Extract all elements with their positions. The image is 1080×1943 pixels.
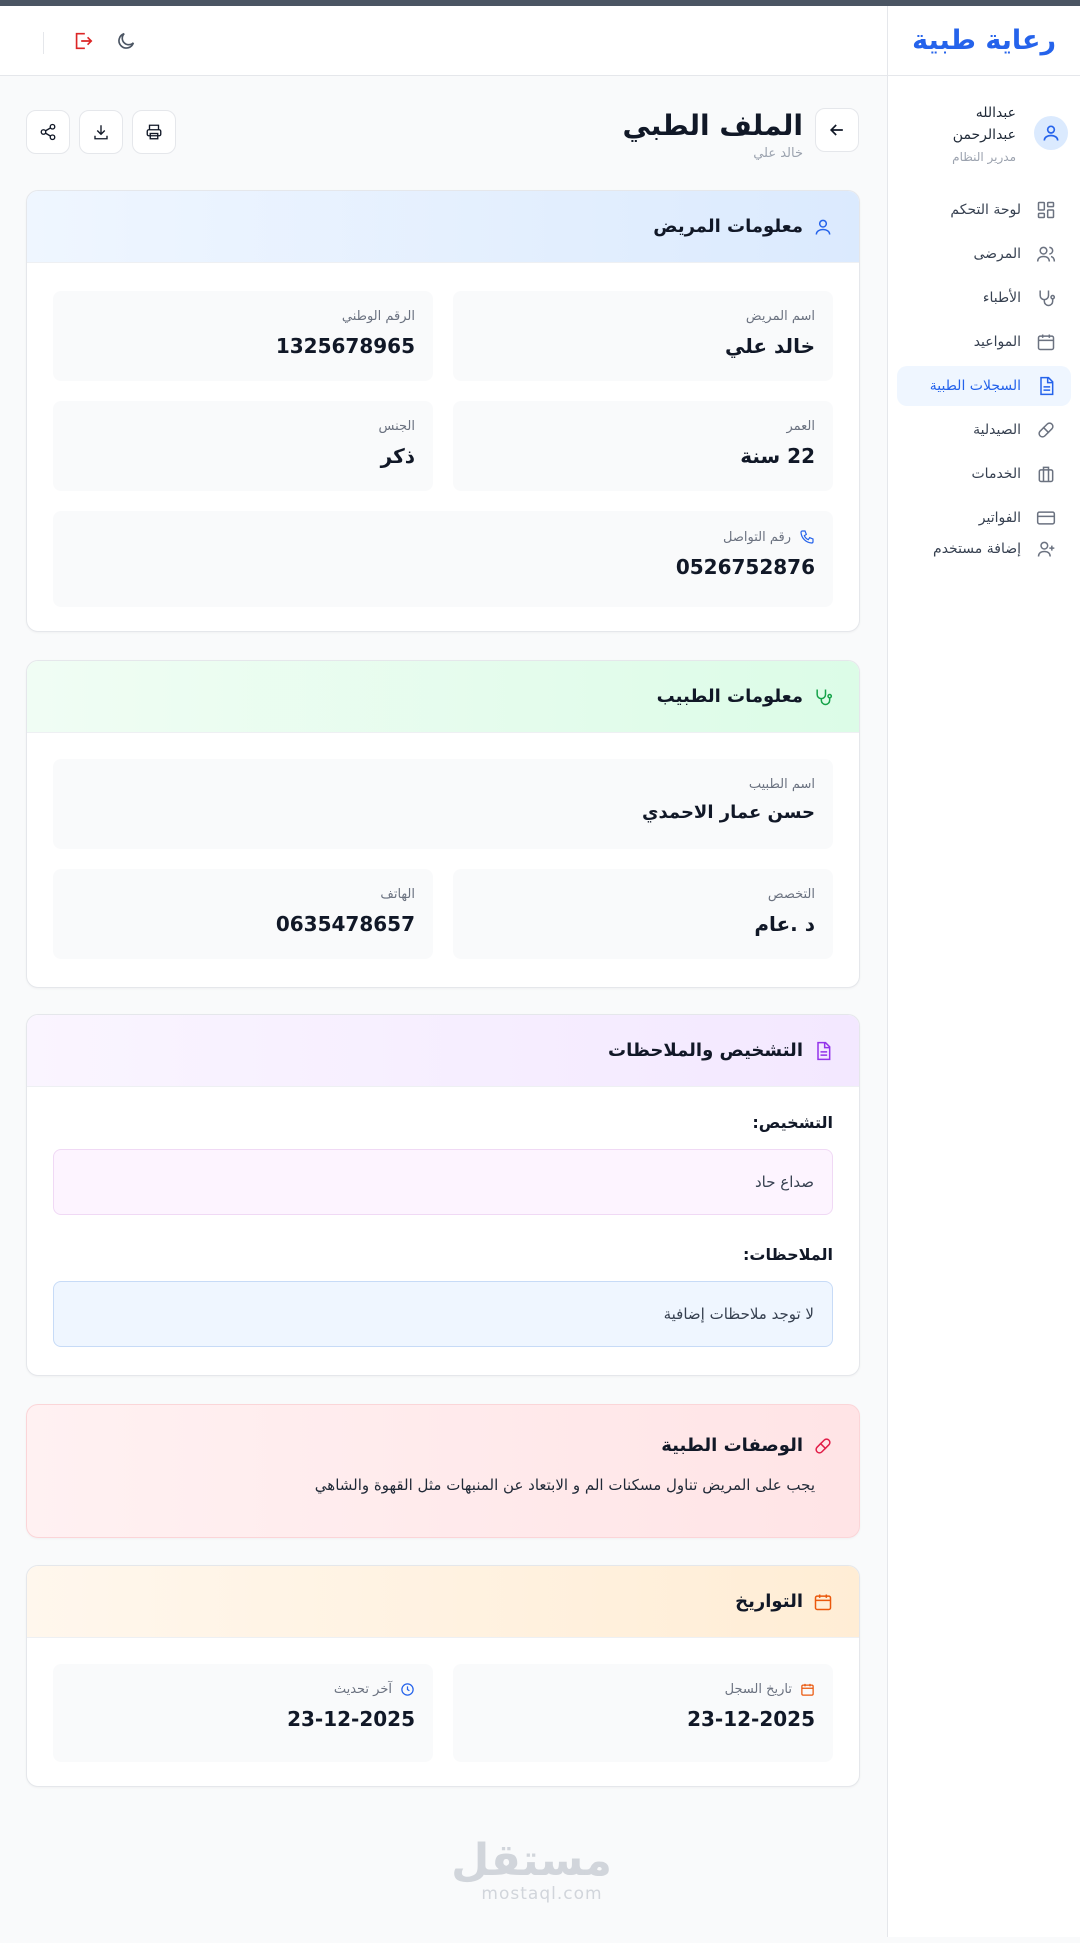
users-icon xyxy=(1035,243,1057,265)
diagnosis-card xyxy=(26,1014,860,1376)
credit-card-icon xyxy=(1035,507,1057,529)
specialty-value: د .عام xyxy=(754,912,815,936)
dates-card xyxy=(26,1565,860,1787)
brand-logo[interactable]: رعاية طبية xyxy=(888,6,1080,76)
grid-icon xyxy=(1035,199,1057,221)
card-title: التواريخ xyxy=(735,1591,803,1612)
share-button[interactable] xyxy=(26,110,70,154)
clock-icon xyxy=(400,1682,415,1697)
card-title: معلومات الطبيب xyxy=(656,686,803,707)
sidebar-item-pharmacy[interactable] xyxy=(897,410,1071,450)
field-label: تاريخ السجل xyxy=(724,1682,792,1697)
field-label: الهاتف xyxy=(380,887,415,902)
briefcase-icon xyxy=(1035,463,1057,485)
sidebar-item-label: المرضى xyxy=(973,246,1021,262)
calendar-icon xyxy=(813,1592,833,1612)
user-avatar-icon xyxy=(1034,116,1068,150)
doctor-info-card xyxy=(26,660,860,988)
diagnosis-value: صداع حاد xyxy=(53,1149,833,1215)
logout-button[interactable] xyxy=(70,28,96,54)
watermark-site: mostaql.com xyxy=(481,1884,603,1904)
header-divider xyxy=(43,32,44,54)
prescription-text: يجب على المريض تناول مسكنات الم و الابتعاد عن المنبهات مثل القهوة والشاهي xyxy=(314,1476,815,1494)
calendar-icon xyxy=(800,1682,815,1697)
contact-phone-value: 0526752876 xyxy=(675,555,815,579)
watermark-logo: مستقل xyxy=(451,1835,612,1886)
doctor-phone-field xyxy=(53,869,433,959)
top-header xyxy=(0,6,887,76)
sidebar-item-label: الصيدلية xyxy=(973,422,1021,438)
user-profile[interactable] xyxy=(888,76,1080,190)
sidebar-item-label: لوحة التحكم xyxy=(950,202,1021,218)
field-label: آخر تحديث xyxy=(333,1682,392,1697)
prescriptions-card xyxy=(26,1404,860,1538)
stethoscope-icon xyxy=(813,687,833,707)
page-subtitle: خالد علي xyxy=(753,146,803,161)
page-title: الملف الطبي xyxy=(622,109,803,142)
phone-icon xyxy=(799,529,815,545)
sidebar xyxy=(887,6,1080,1937)
patient-name-value: خالد علي xyxy=(724,334,815,358)
sidebar-item-label: الأطباء xyxy=(982,290,1021,306)
specialty-field xyxy=(453,869,833,959)
user-icon xyxy=(813,217,833,237)
age-field xyxy=(453,401,833,491)
record-date-field xyxy=(453,1664,833,1762)
field-label: العمر xyxy=(786,419,815,434)
user-role: مدرير النظام xyxy=(952,150,1016,164)
logout-icon xyxy=(72,30,94,52)
sidebar-item-label: الخدمات xyxy=(971,466,1021,482)
print-button[interactable] xyxy=(132,110,176,154)
file-text-icon xyxy=(1035,375,1057,397)
printer-icon xyxy=(145,123,163,141)
gender-value: ذكر xyxy=(380,444,415,468)
arrow-left-icon xyxy=(827,120,847,140)
gender-field xyxy=(53,401,433,491)
stethoscope-icon xyxy=(1035,287,1057,309)
file-text-icon xyxy=(813,1041,833,1061)
sidebar-item-invoices[interactable] xyxy=(897,498,1071,538)
theme-toggle-button[interactable] xyxy=(113,28,139,54)
dates-header xyxy=(27,1566,859,1638)
sidebar-item-label: الفواتير xyxy=(978,510,1021,526)
doctor-name-value: حسن عمار الاحمدي xyxy=(641,802,815,823)
pill-icon xyxy=(1035,419,1057,441)
patient-info-header xyxy=(27,191,859,263)
user-plus-icon xyxy=(1035,538,1057,560)
sidebar-item-appointments[interactable] xyxy=(897,322,1071,362)
pill-icon xyxy=(813,1436,833,1456)
doctor-name-field xyxy=(53,759,833,849)
download-icon xyxy=(92,123,110,141)
last-updated-value: 23-12-2025 xyxy=(287,1707,415,1731)
download-button[interactable] xyxy=(79,110,123,154)
sidebar-item-label: إضافة مستخدم xyxy=(933,541,1021,557)
contact-phone-field xyxy=(53,511,833,607)
calendar-icon xyxy=(1035,331,1057,353)
field-label: رقم التواصل xyxy=(723,529,791,545)
field-label: الجنس xyxy=(378,419,415,434)
sidebar-item-label: السجلات الطبية xyxy=(929,378,1021,394)
national-id-value: 1325678965 xyxy=(275,334,415,358)
sidebar-item-patients[interactable] xyxy=(897,234,1071,274)
field-label: الرقم الوطني xyxy=(341,309,415,324)
notes-label: الملاحظات: xyxy=(743,1245,833,1264)
record-date-value: 23-12-2025 xyxy=(687,1707,815,1731)
last-updated-field xyxy=(53,1664,433,1762)
sidebar-nav xyxy=(888,190,1080,564)
sidebar-item-medical-records[interactable] xyxy=(897,366,1071,406)
back-button[interactable] xyxy=(815,108,859,152)
notes-value: لا توجد ملاحظات إضافية xyxy=(53,1281,833,1347)
share-icon xyxy=(39,123,57,141)
patient-name-field xyxy=(453,291,833,381)
page-header xyxy=(26,108,859,168)
field-label: التخصص xyxy=(767,887,815,902)
national-id-field xyxy=(53,291,433,381)
field-label: اسم المريض xyxy=(745,309,815,324)
doctor-phone-value: 0635478657 xyxy=(275,912,415,936)
card-title: الوصفات الطبية xyxy=(661,1435,803,1456)
field-label: اسم الطبيب xyxy=(748,777,815,792)
age-value: 22 سنة xyxy=(740,444,815,468)
diagnosis-label: التشخيص: xyxy=(752,1113,833,1132)
sidebar-item-doctors[interactable] xyxy=(897,278,1071,318)
doctor-info-header xyxy=(27,661,859,733)
moon-icon xyxy=(115,30,137,52)
card-title: معلومات المريض xyxy=(653,216,803,237)
sidebar-item-add-user[interactable] xyxy=(897,534,1071,564)
sidebar-item-label: المواعيد xyxy=(973,334,1021,350)
patient-info-card xyxy=(26,190,860,632)
sidebar-item-services[interactable] xyxy=(897,454,1071,494)
diagnosis-header xyxy=(27,1015,859,1087)
user-name: عبدالله عبدالرحمن xyxy=(952,105,1016,143)
watermark xyxy=(451,1835,612,1904)
card-title: التشخيص والملاحظات xyxy=(608,1040,803,1061)
sidebar-item-dashboard[interactable] xyxy=(897,190,1071,230)
